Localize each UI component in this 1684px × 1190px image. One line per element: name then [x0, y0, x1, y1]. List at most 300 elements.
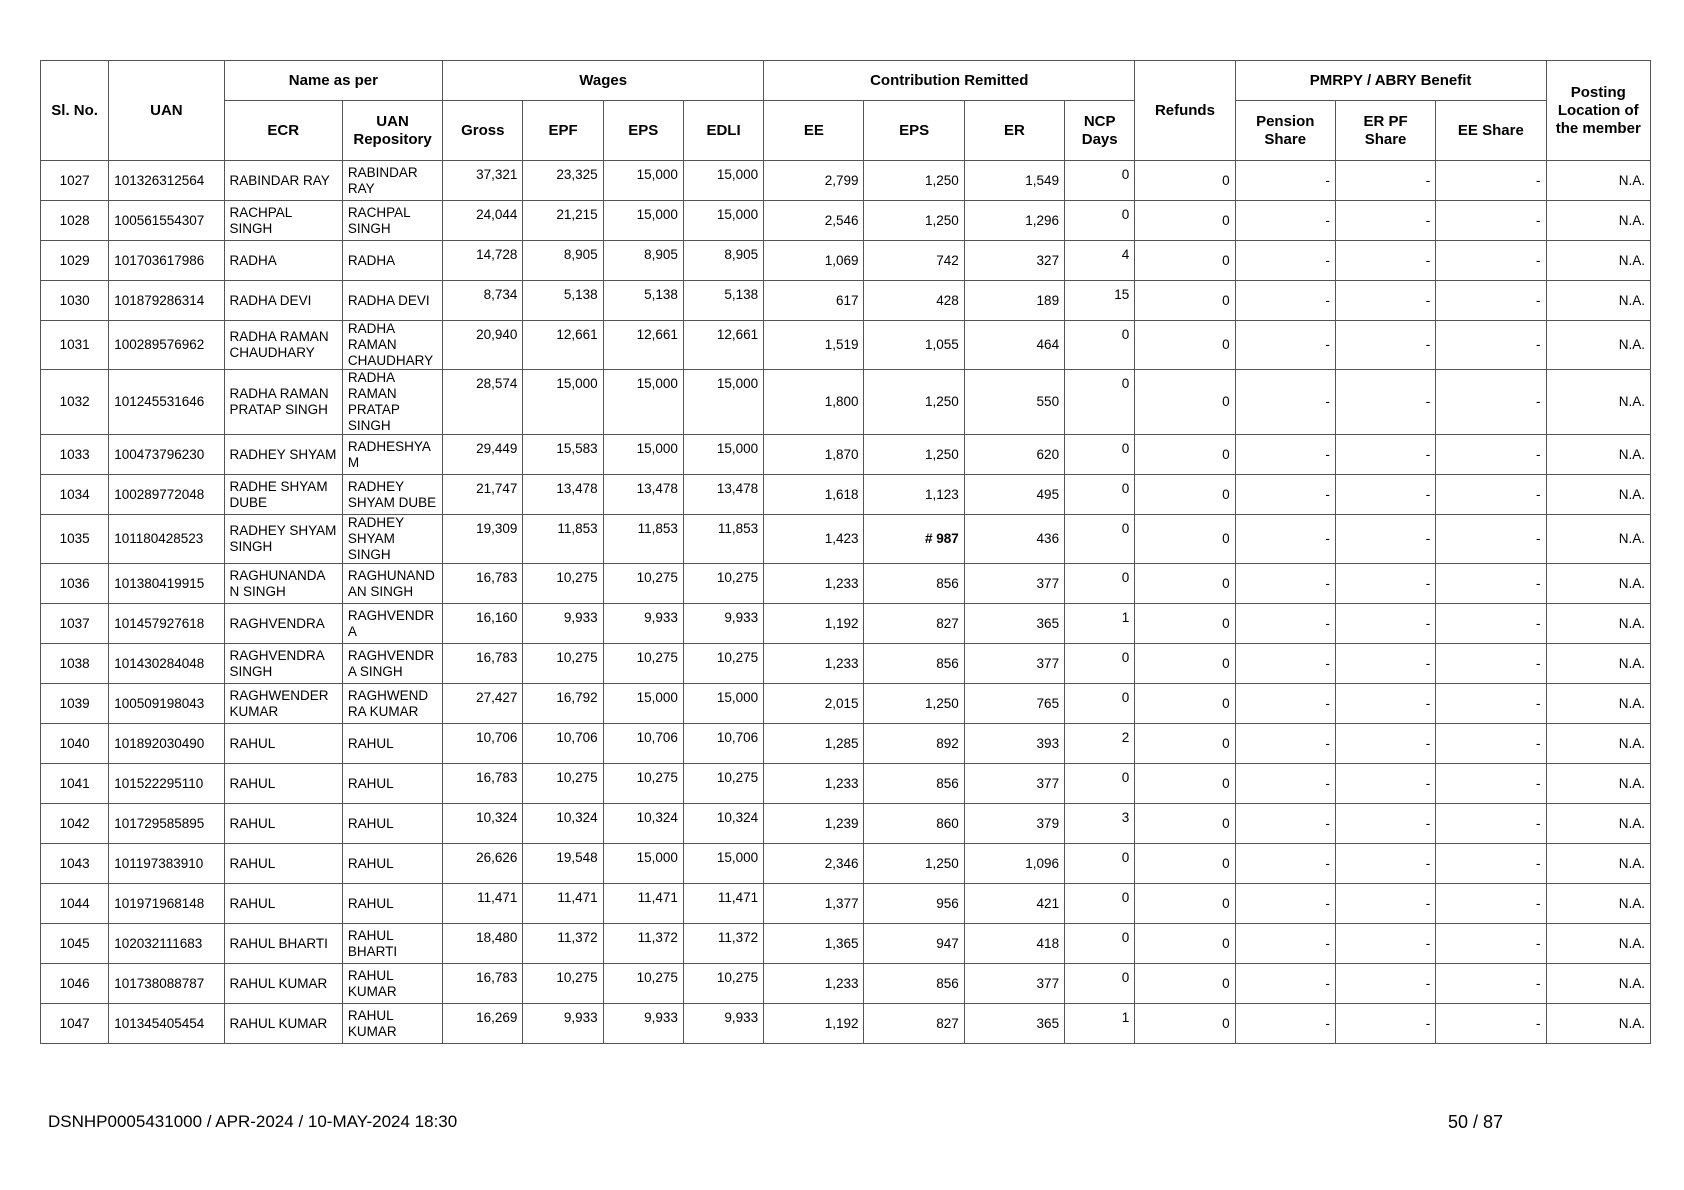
cell-uan: 101971968148 [109, 884, 224, 924]
cell-uan: 101345405454 [109, 1004, 224, 1044]
cell-uan: 101738088787 [109, 964, 224, 1004]
table-row [41, 724, 1651, 764]
cell-uan-repository-name: RAGHUNAND AN SINGH [342, 564, 442, 604]
cell-uan-repository-name: RADHA RAMAN CHAUDHARY [342, 321, 442, 370]
cell-refunds: 0 [1135, 475, 1235, 515]
cell-eps: 9,933 [603, 604, 683, 644]
cell-gross: 18,480 [443, 924, 523, 964]
cell-er-pf-share: - [1335, 684, 1435, 724]
cell-ee-share: - [1436, 281, 1546, 321]
cell-refunds: 0 [1135, 644, 1235, 684]
cell-eps: 8,905 [603, 241, 683, 281]
cell-pension-share: - [1235, 435, 1335, 475]
cell-epf: 21,215 [523, 201, 603, 241]
cell-edli: 5,138 [683, 281, 763, 321]
cell-ncp-days: 0 [1065, 964, 1135, 1004]
cell-sl-no: 1047 [41, 1004, 109, 1044]
cell-ncp-days: 0 [1065, 475, 1135, 515]
cell-er-pf-share: - [1335, 764, 1435, 804]
cell-epf: 19,548 [523, 844, 603, 884]
cell-er: 1,549 [964, 161, 1064, 201]
cell-eps: 13,478 [603, 475, 683, 515]
cell-er-pf-share: - [1335, 724, 1435, 764]
cell-uan: 100561554307 [109, 201, 224, 241]
cell-edli: 11,471 [683, 884, 763, 924]
cell-eps: 15,000 [603, 684, 683, 724]
cell-refunds: 0 [1135, 161, 1235, 201]
cell-contribution-eps: 947 [864, 924, 964, 964]
cell-ee-share: - [1436, 475, 1546, 515]
cell-eps: 10,275 [603, 964, 683, 1004]
table-row [41, 884, 1651, 924]
cell-refunds: 0 [1135, 924, 1235, 964]
cell-ncp-days: 0 [1065, 564, 1135, 604]
cell-ee: 1,233 [764, 964, 864, 1004]
table-row [41, 844, 1651, 884]
header-er: ER [964, 101, 1064, 161]
cell-pension-share: - [1235, 644, 1335, 684]
cell-eps: 5,138 [603, 281, 683, 321]
cell-pension-share: - [1235, 515, 1335, 564]
cell-gross: 28,574 [443, 370, 523, 435]
cell-contribution-eps: 1,250 [864, 435, 964, 475]
cell-uan: 100473796230 [109, 435, 224, 475]
cell-edli: 15,000 [683, 684, 763, 724]
cell-contribution-eps: 827 [864, 604, 964, 644]
cell-uan: 101703617986 [109, 241, 224, 281]
cell-gross: 16,269 [443, 1004, 523, 1044]
cell-edli: 13,478 [683, 475, 763, 515]
cell-eps: 10,275 [603, 644, 683, 684]
cell-refunds: 0 [1135, 804, 1235, 844]
cell-uan-repository-name: RACHPAL SINGH [342, 201, 442, 241]
cell-gross: 10,324 [443, 804, 523, 844]
header-uan-repository: UAN Repository [342, 101, 442, 161]
cell-uan-repository-name: RAHUL [342, 844, 442, 884]
cell-ee: 1,192 [764, 604, 864, 644]
cell-epf: 10,275 [523, 764, 603, 804]
cell-gross: 21,747 [443, 475, 523, 515]
cell-gross: 8,734 [443, 281, 523, 321]
cell-sl-no: 1042 [41, 804, 109, 844]
table-row [41, 281, 1651, 321]
header-er-pf-share: ER PF Share [1335, 101, 1435, 161]
cell-ee-share: - [1436, 924, 1546, 964]
header-pension-share: Pension Share [1235, 101, 1335, 161]
cell-sl-no: 1035 [41, 515, 109, 564]
cell-eps: 10,275 [603, 764, 683, 804]
cell-ee-share: - [1436, 644, 1546, 684]
cell-er-pf-share: - [1335, 515, 1435, 564]
cell-ncp-days: 1 [1065, 1004, 1135, 1044]
cell-epf: 23,325 [523, 161, 603, 201]
cell-ncp-days: 3 [1065, 804, 1135, 844]
cell-uan-repository-name: RAGHVENDR A [342, 604, 442, 644]
cell-sl-no: 1040 [41, 724, 109, 764]
cell-edli: 10,275 [683, 964, 763, 1004]
cell-ee: 1,233 [764, 764, 864, 804]
header-sl-no: Sl. No. [41, 61, 109, 161]
cell-posting-location: N.A. [1546, 724, 1650, 764]
cell-posting-location: N.A. [1546, 604, 1650, 644]
cell-edli: 10,706 [683, 724, 763, 764]
cell-ecr-name: RADHEY SHYAM [224, 435, 342, 475]
cell-refunds: 0 [1135, 964, 1235, 1004]
cell-ee: 1,239 [764, 804, 864, 844]
cell-posting-location: N.A. [1546, 964, 1650, 1004]
cell-ecr-name: RADHA DEVI [224, 281, 342, 321]
cell-ecr-name: RACHPAL SINGH [224, 201, 342, 241]
cell-refunds: 0 [1135, 564, 1235, 604]
cell-pension-share: - [1235, 804, 1335, 844]
cell-epf: 8,905 [523, 241, 603, 281]
table-row [41, 241, 1651, 281]
cell-ee-share: - [1436, 804, 1546, 844]
cell-edli: 12,661 [683, 321, 763, 370]
table-row [41, 1004, 1651, 1044]
cell-epf: 10,706 [523, 724, 603, 764]
cell-ee: 1,377 [764, 884, 864, 924]
cell-ee: 1,519 [764, 321, 864, 370]
header-refunds: Refunds [1135, 61, 1235, 161]
cell-uan: 101522295110 [109, 764, 224, 804]
cell-posting-location: N.A. [1546, 161, 1650, 201]
table-row [41, 515, 1651, 564]
cell-uan: 102032111683 [109, 924, 224, 964]
table-row [41, 475, 1651, 515]
cell-sl-no: 1030 [41, 281, 109, 321]
cell-uan: 101729585895 [109, 804, 224, 844]
cell-ncp-days: 0 [1065, 161, 1135, 201]
cell-refunds: 0 [1135, 684, 1235, 724]
cell-posting-location: N.A. [1546, 1004, 1650, 1044]
cell-er: 495 [964, 475, 1064, 515]
cell-refunds: 0 [1135, 201, 1235, 241]
cell-contribution-eps: 428 [864, 281, 964, 321]
cell-ee: 2,546 [764, 201, 864, 241]
header-contribution-remitted: Contribution Remitted [764, 61, 1135, 101]
cell-ee: 617 [764, 281, 864, 321]
cell-posting-location: N.A. [1546, 370, 1650, 435]
cell-ncp-days: 0 [1065, 684, 1135, 724]
cell-sl-no: 1034 [41, 475, 109, 515]
header-pmrpy-abry: PMRPY / ABRY Benefit [1235, 61, 1546, 101]
cell-sl-no: 1045 [41, 924, 109, 964]
cell-gross: 20,940 [443, 321, 523, 370]
cell-contribution-eps: 856 [864, 564, 964, 604]
cell-er: 464 [964, 321, 1064, 370]
cell-ecr-name: RAGHWENDER KUMAR [224, 684, 342, 724]
cell-ncp-days: 0 [1065, 515, 1135, 564]
header-ee-share: EE Share [1436, 101, 1546, 161]
cell-gross: 27,427 [443, 684, 523, 724]
cell-ee: 1,233 [764, 644, 864, 684]
cell-uan-repository-name: RADHEY SHYAM DUBE [342, 475, 442, 515]
cell-ncp-days: 0 [1065, 370, 1135, 435]
cell-er: 377 [964, 564, 1064, 604]
cell-sl-no: 1038 [41, 644, 109, 684]
cell-ecr-name: RADHE SHYAM DUBE [224, 475, 342, 515]
cell-refunds: 0 [1135, 724, 1235, 764]
cell-epf: 9,933 [523, 604, 603, 644]
cell-pension-share: - [1235, 844, 1335, 884]
cell-edli: 15,000 [683, 435, 763, 475]
cell-posting-location: N.A. [1546, 804, 1650, 844]
cell-epf: 9,933 [523, 1004, 603, 1044]
cell-er: 421 [964, 884, 1064, 924]
page-indicator: 50 / 87 [1448, 1112, 1504, 1132]
header-ee: EE [764, 101, 864, 161]
cell-er: 418 [964, 924, 1064, 964]
cell-posting-location: N.A. [1546, 201, 1650, 241]
cell-epf: 15,000 [523, 370, 603, 435]
cell-sl-no: 1028 [41, 201, 109, 241]
cell-refunds: 0 [1135, 844, 1235, 884]
header-posting-location: Posting Location of the member [1546, 61, 1650, 161]
cell-er: 620 [964, 435, 1064, 475]
cell-gross: 16,783 [443, 764, 523, 804]
table-row [41, 564, 1651, 604]
cell-ee-share: - [1436, 201, 1546, 241]
cell-pension-share: - [1235, 564, 1335, 604]
cell-er-pf-share: - [1335, 564, 1435, 604]
cell-er-pf-share: - [1335, 201, 1435, 241]
cell-edli: 15,000 [683, 844, 763, 884]
cell-ecr-name: RABINDAR RAY [224, 161, 342, 201]
cell-sl-no: 1044 [41, 884, 109, 924]
cell-ee: 2,799 [764, 161, 864, 201]
table-row [41, 604, 1651, 644]
cell-uan-repository-name: RADHA [342, 241, 442, 281]
cell-eps: 10,324 [603, 804, 683, 844]
cell-epf: 16,792 [523, 684, 603, 724]
header-edli: EDLI [683, 101, 763, 161]
cell-pension-share: - [1235, 604, 1335, 644]
cell-posting-location: N.A. [1546, 924, 1650, 964]
cell-ecr-name: RADHA RAMAN PRATAP SINGH [224, 370, 342, 435]
cell-contribution-eps: 1,055 [864, 321, 964, 370]
cell-ncp-days: 2 [1065, 724, 1135, 764]
cell-ee-share: - [1436, 321, 1546, 370]
cell-er: 365 [964, 1004, 1064, 1044]
cell-ncp-days: 0 [1065, 435, 1135, 475]
cell-eps: 15,000 [603, 161, 683, 201]
cell-epf: 13,478 [523, 475, 603, 515]
cell-ee: 2,015 [764, 684, 864, 724]
cell-eps: 10,275 [603, 564, 683, 604]
cell-gross: 16,160 [443, 604, 523, 644]
cell-epf: 11,372 [523, 924, 603, 964]
cell-uan-repository-name: RAHUL BHARTI [342, 924, 442, 964]
cell-sl-no: 1032 [41, 370, 109, 435]
cell-uan: 101326312564 [109, 161, 224, 201]
cell-refunds: 0 [1135, 321, 1235, 370]
table-row [41, 804, 1651, 844]
cell-edli: 11,853 [683, 515, 763, 564]
cell-uan-repository-name: RAHUL [342, 804, 442, 844]
cell-contribution-eps: 742 [864, 241, 964, 281]
cell-pension-share: - [1235, 1004, 1335, 1044]
cell-ncp-days: 0 [1065, 764, 1135, 804]
cell-er-pf-share: - [1335, 161, 1435, 201]
cell-ecr-name: RAGHVENDRA [224, 604, 342, 644]
cell-contribution-eps: 1,250 [864, 844, 964, 884]
cell-contribution-eps: 856 [864, 644, 964, 684]
cell-er: 377 [964, 644, 1064, 684]
cell-pension-share: - [1235, 370, 1335, 435]
cell-er-pf-share: - [1335, 844, 1435, 884]
cell-pension-share: - [1235, 161, 1335, 201]
document-reference: DSNHP0005431000 / APR-2024 / 10-MAY-2024 18:30 [48, 1112, 458, 1131]
cell-uan: 101457927618 [109, 604, 224, 644]
cell-posting-location: N.A. [1546, 435, 1650, 475]
cell-uan: 101245531646 [109, 370, 224, 435]
cell-eps: 11,372 [603, 924, 683, 964]
cell-eps: 12,661 [603, 321, 683, 370]
cell-uan-repository-name: RAHUL KUMAR [342, 1004, 442, 1044]
cell-ecr-name: RAHUL [224, 724, 342, 764]
cell-posting-location: N.A. [1546, 241, 1650, 281]
cell-contribution-eps: # 987 [864, 515, 964, 564]
table-row [41, 201, 1651, 241]
cell-pension-share: - [1235, 201, 1335, 241]
table-row [41, 964, 1651, 1004]
cell-uan: 100509198043 [109, 684, 224, 724]
header-name-as-per: Name as per [224, 61, 443, 101]
cell-contribution-eps: 1,123 [864, 475, 964, 515]
cell-epf: 15,583 [523, 435, 603, 475]
cell-uan: 101197383910 [109, 844, 224, 884]
cell-ee: 1,800 [764, 370, 864, 435]
cell-uan: 101180428523 [109, 515, 224, 564]
cell-uan-repository-name: RADHA DEVI [342, 281, 442, 321]
cell-contribution-eps: 856 [864, 964, 964, 1004]
header-epf: EPF [523, 101, 603, 161]
cell-sl-no: 1043 [41, 844, 109, 884]
cell-eps: 15,000 [603, 435, 683, 475]
cell-ee-share: - [1436, 370, 1546, 435]
cell-ee-share: - [1436, 884, 1546, 924]
cell-edli: 9,933 [683, 1004, 763, 1044]
cell-ecr-name: RAHUL [224, 844, 342, 884]
cell-contribution-eps: 856 [864, 764, 964, 804]
cell-ncp-days: 0 [1065, 924, 1135, 964]
cell-contribution-eps: 892 [864, 724, 964, 764]
cell-sl-no: 1033 [41, 435, 109, 475]
cell-ee-share: - [1436, 724, 1546, 764]
cell-pension-share: - [1235, 884, 1335, 924]
cell-uan: 101879286314 [109, 281, 224, 321]
cell-ee: 1,870 [764, 435, 864, 475]
cell-ecr-name: RAHUL [224, 884, 342, 924]
cell-epf: 10,324 [523, 804, 603, 844]
cell-er-pf-share: - [1335, 804, 1435, 844]
cell-edli: 8,905 [683, 241, 763, 281]
cell-er-pf-share: - [1335, 281, 1435, 321]
cell-er: 189 [964, 281, 1064, 321]
cell-uan-repository-name: RAGHVENDR A SINGH [342, 644, 442, 684]
cell-gross: 37,321 [443, 161, 523, 201]
table-row [41, 370, 1651, 435]
cell-er: 365 [964, 604, 1064, 644]
cell-er-pf-share: - [1335, 321, 1435, 370]
cell-eps: 11,471 [603, 884, 683, 924]
cell-refunds: 0 [1135, 604, 1235, 644]
cell-contribution-eps: 1,250 [864, 370, 964, 435]
table-header [41, 61, 1651, 161]
cell-ncp-days: 0 [1065, 884, 1135, 924]
cell-refunds: 0 [1135, 884, 1235, 924]
cell-gross: 24,044 [443, 201, 523, 241]
cell-posting-location: N.A. [1546, 884, 1650, 924]
cell-edli: 15,000 [683, 201, 763, 241]
cell-posting-location: N.A. [1546, 764, 1650, 804]
cell-ee-share: - [1436, 515, 1546, 564]
cell-sl-no: 1046 [41, 964, 109, 1004]
cell-epf: 10,275 [523, 964, 603, 1004]
cell-uan: 101380419915 [109, 564, 224, 604]
cell-eps: 15,000 [603, 201, 683, 241]
cell-er-pf-share: - [1335, 435, 1435, 475]
cell-ee-share: - [1436, 964, 1546, 1004]
cell-er: 1,096 [964, 844, 1064, 884]
cell-gross: 29,449 [443, 435, 523, 475]
cell-uan-repository-name: RADHA RAMAN PRATAP SINGH [342, 370, 442, 435]
cell-pension-share: - [1235, 241, 1335, 281]
cell-uan-repository-name: RAGHWEND RA KUMAR [342, 684, 442, 724]
cell-pension-share: - [1235, 764, 1335, 804]
cell-posting-location: N.A. [1546, 844, 1650, 884]
cell-er-pf-share: - [1335, 644, 1435, 684]
cell-posting-location: N.A. [1546, 564, 1650, 604]
cell-contribution-eps: 1,250 [864, 161, 964, 201]
cell-refunds: 0 [1135, 241, 1235, 281]
header-ecr: ECR [224, 101, 342, 161]
cell-gross: 11,471 [443, 884, 523, 924]
cell-posting-location: N.A. [1546, 321, 1650, 370]
cell-gross: 14,728 [443, 241, 523, 281]
cell-uan-repository-name: RADHESHYA M [342, 435, 442, 475]
cell-edli: 10,324 [683, 804, 763, 844]
header-uan: UAN [109, 61, 224, 161]
cell-ee: 1,285 [764, 724, 864, 764]
cell-posting-location: N.A. [1546, 475, 1650, 515]
cell-er-pf-share: - [1335, 604, 1435, 644]
cell-ee-share: - [1436, 604, 1546, 644]
cell-ncp-days: 0 [1065, 644, 1135, 684]
cell-eps: 10,706 [603, 724, 683, 764]
cell-refunds: 0 [1135, 281, 1235, 321]
cell-posting-location: N.A. [1546, 515, 1650, 564]
cell-er-pf-share: - [1335, 924, 1435, 964]
cell-contribution-eps: 956 [864, 884, 964, 924]
table-row [41, 644, 1651, 684]
cell-er-pf-share: - [1335, 241, 1435, 281]
cell-ee-share: - [1436, 684, 1546, 724]
ecr-member-table [40, 60, 1651, 1044]
cell-contribution-eps: 1,250 [864, 201, 964, 241]
cell-eps: 15,000 [603, 370, 683, 435]
cell-ee: 1,618 [764, 475, 864, 515]
table-row [41, 684, 1651, 724]
cell-pension-share: - [1235, 475, 1335, 515]
cell-gross: 10,706 [443, 724, 523, 764]
cell-uan-repository-name: RAHUL [342, 724, 442, 764]
cell-epf: 11,471 [523, 884, 603, 924]
header-eps: EPS [603, 101, 683, 161]
cell-ecr-name: RAHUL KUMAR [224, 964, 342, 1004]
table-body [41, 161, 1651, 1044]
